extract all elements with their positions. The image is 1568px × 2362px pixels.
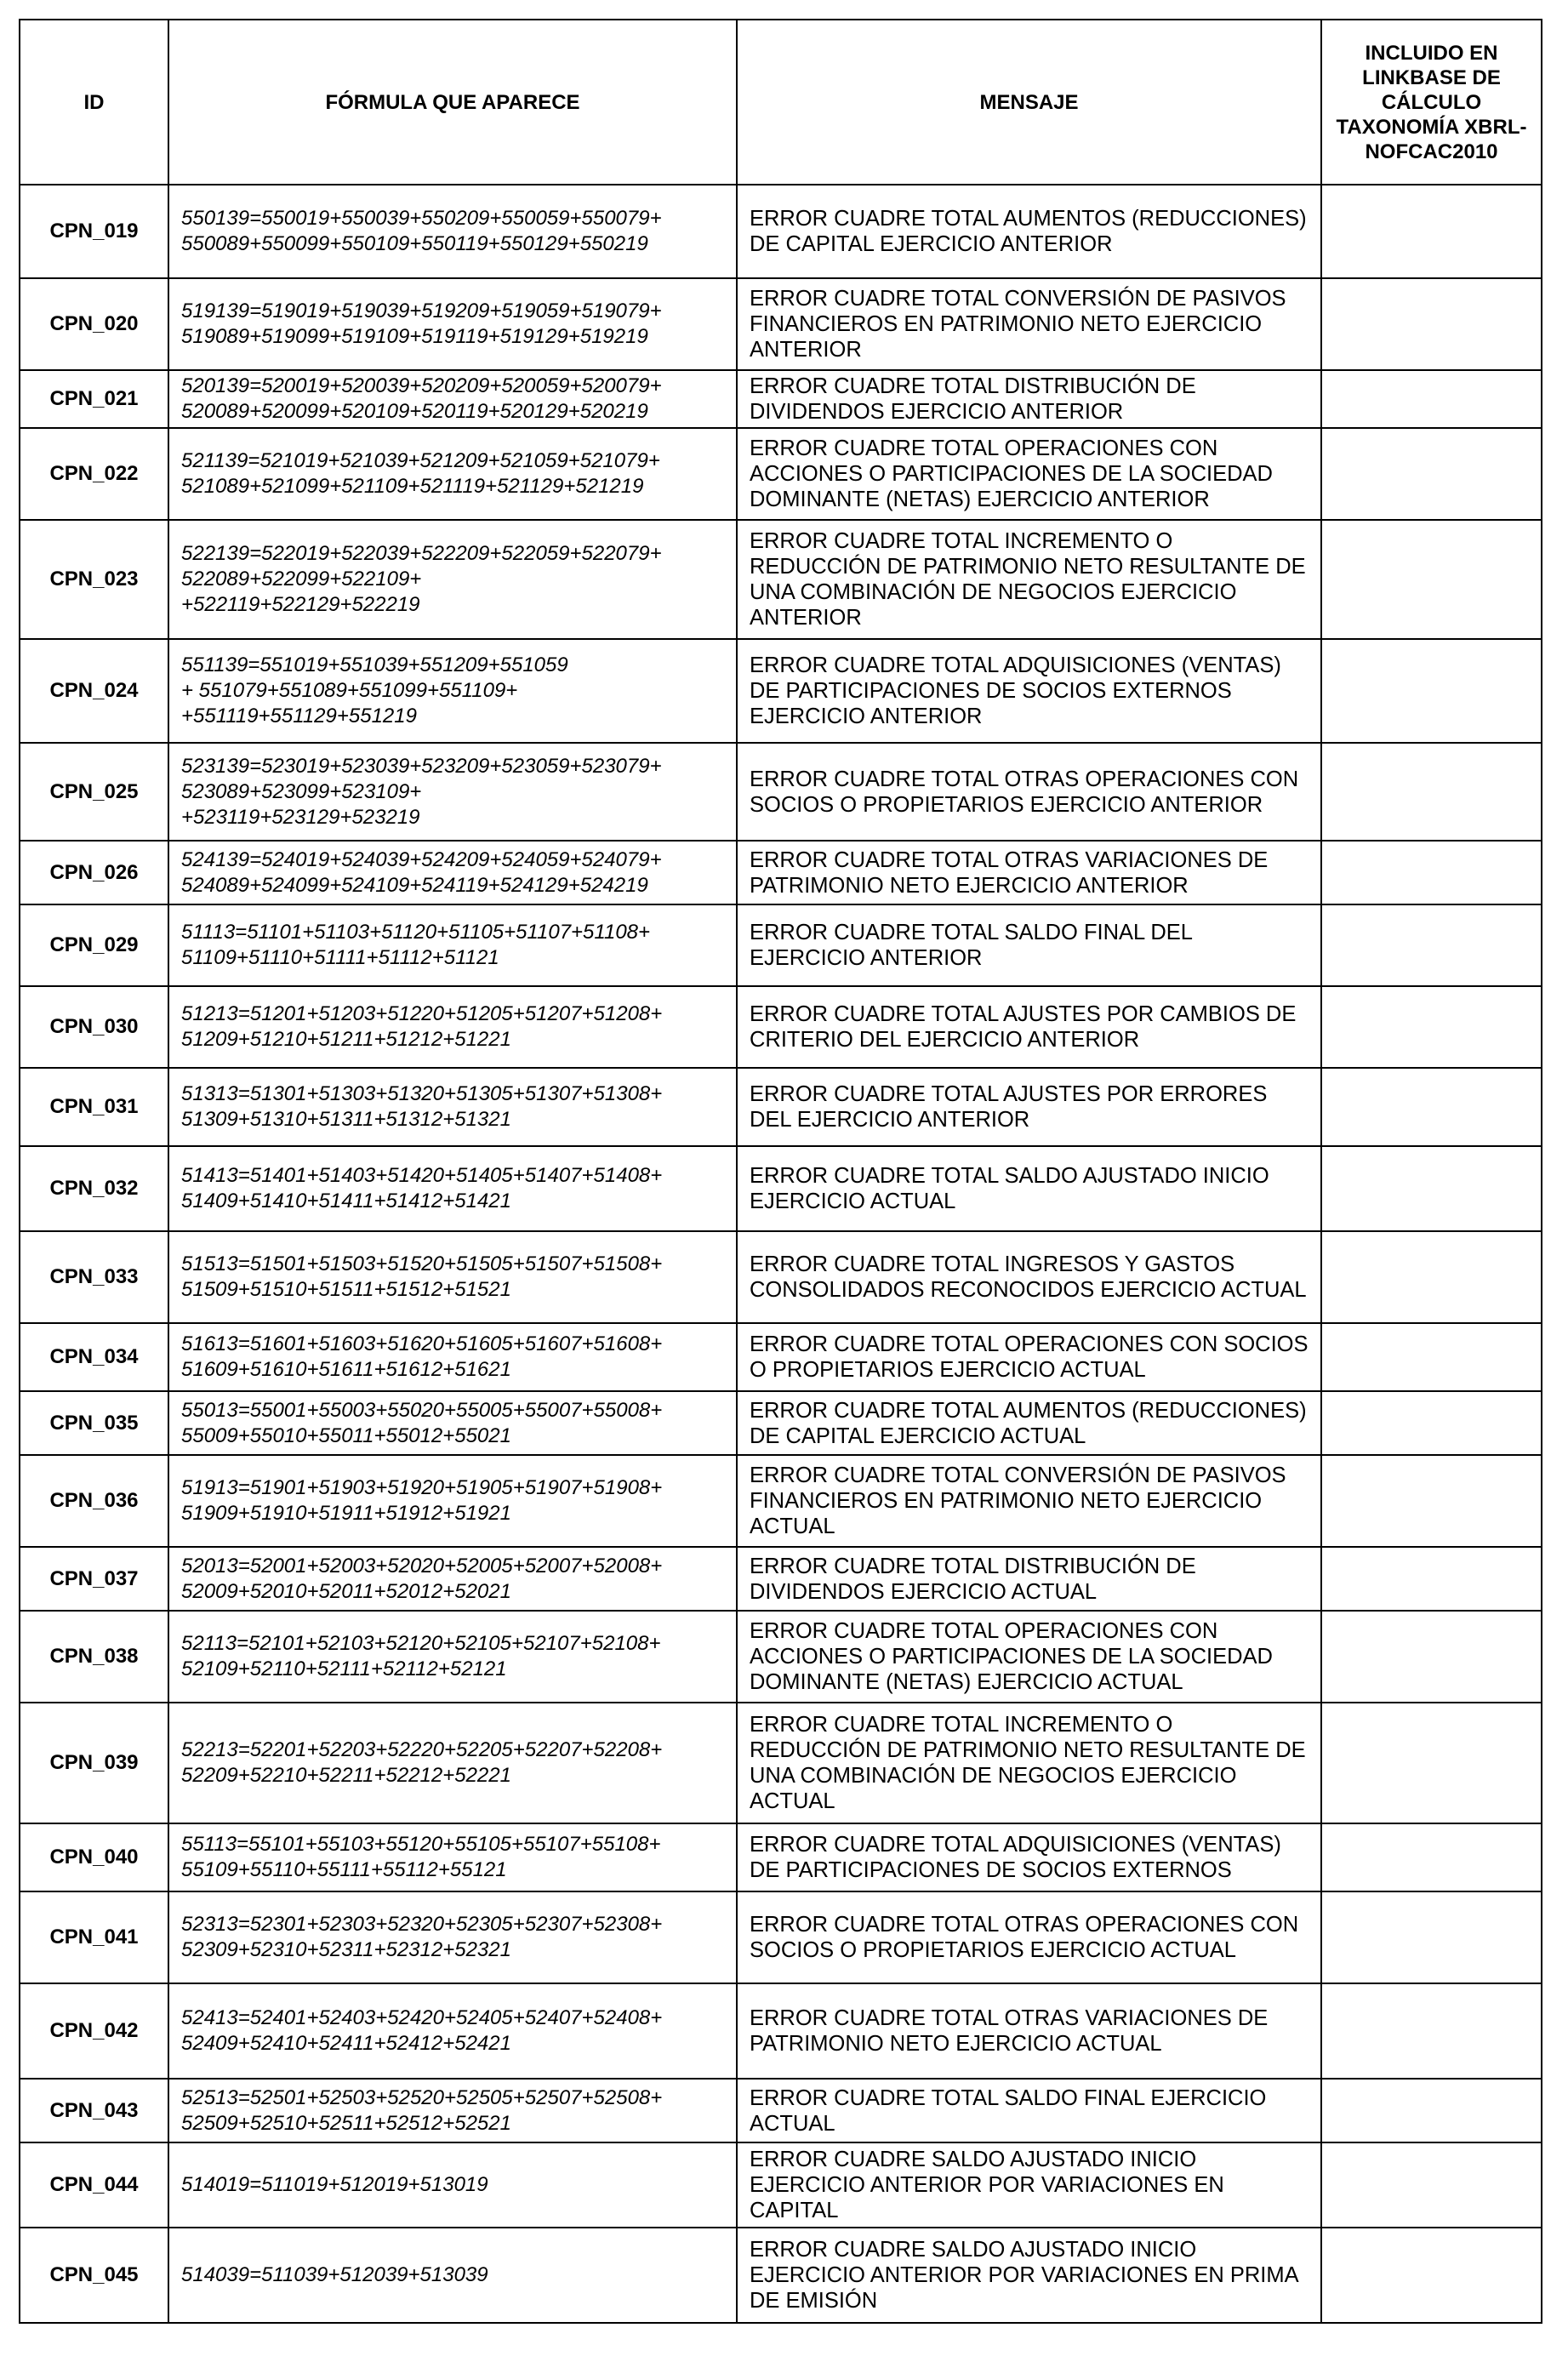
table-row <box>20 1146 1542 1231</box>
table-row <box>20 1611 1542 1703</box>
table-row <box>20 1068 1542 1146</box>
row-message: ERROR CUADRE TOTAL AJUSTES POR ERRORES DEL EJERCICIO ANTERIOR <box>737 1068 1321 1146</box>
row-included <box>1321 1146 1542 1231</box>
row-included <box>1321 841 1542 904</box>
formula-line: 51213=51201+51203+51220+51205+51207+51208+ <box>181 1002 663 1025</box>
row-id: CPN_022 <box>20 428 168 520</box>
formula-line: 52013=52001+52003+52020+52005+52007+52008+ <box>181 1554 663 1578</box>
row-included <box>1321 1391 1542 1455</box>
formula-line: 520089+520099+520109+520119+520129+520219 <box>181 400 648 423</box>
row-message: ERROR CUADRE TOTAL AJUSTES POR CAMBIOS DE CRITERIO DEL EJERCICIO ANTERIOR <box>737 986 1321 1068</box>
row-id: CPN_045 <box>20 2228 168 2323</box>
row-message: ERROR CUADRE TOTAL SALDO FINAL EJERCICIO ACTUAL <box>737 2079 1321 2142</box>
row-formula <box>168 1323 737 1391</box>
row-id: CPN_037 <box>20 1547 168 1611</box>
row-included <box>1321 904 1542 986</box>
formula-line: 52413=52401+52403+52420+52405+52407+52408+ <box>181 2006 663 2029</box>
row-included <box>1321 520 1542 639</box>
row-id: CPN_031 <box>20 1068 168 1146</box>
row-included <box>1321 1323 1542 1391</box>
formula-line: 520139=520019+520039+520209+520059+520079+ <box>181 374 662 397</box>
row-formula <box>168 986 737 1068</box>
formula-line: 51413=51401+51403+51420+51405+51407+51408+ <box>181 1164 663 1187</box>
row-formula <box>168 185 737 278</box>
table-row <box>20 185 1542 278</box>
row-included <box>1321 428 1542 520</box>
row-formula <box>168 370 737 428</box>
row-id: CPN_023 <box>20 520 168 639</box>
table-row <box>20 2142 1542 2228</box>
formula-line: 51909+51910+51911+51912+51921 <box>181 1502 511 1525</box>
table-row <box>20 1323 1542 1391</box>
formula-line: 51109+51110+51111+51112+51121 <box>181 946 499 969</box>
table-row <box>20 986 1542 1068</box>
row-formula <box>168 639 737 743</box>
table-row <box>20 1823 1542 1891</box>
row-formula <box>168 1547 737 1611</box>
row-message: ERROR CUADRE TOTAL AUMENTOS (REDUCCIONES) DE CAPITAL EJERCICIO ANTERIOR <box>737 185 1321 278</box>
formula-line: 51913=51901+51903+51920+51905+51907+51908+ <box>181 1476 663 1499</box>
row-message: ERROR CUADRE TOTAL CONVERSIÓN DE PASIVOS FINANCIEROS EN PATRIMONIO NETO EJERCICIO ACTUAL <box>737 1455 1321 1547</box>
row-formula <box>168 520 737 639</box>
row-message: ERROR CUADRE TOTAL OPERACIONES CON SOCIOS O PROPIETARIOS EJERCICIO ACTUAL <box>737 1323 1321 1391</box>
row-id: CPN_035 <box>20 1391 168 1455</box>
formula-line: 55013=55001+55003+55020+55005+55007+55008+ <box>181 1398 663 1422</box>
row-included <box>1321 1891 1542 1983</box>
table-row <box>20 1391 1542 1455</box>
row-id: CPN_032 <box>20 1146 168 1231</box>
row-message: ERROR CUADRE TOTAL DISTRIBUCIÓN DE DIVIDENDOS EJERCICIO ANTERIOR <box>737 370 1321 428</box>
table-row <box>20 639 1542 743</box>
formula-line: 52213=52201+52203+52220+52205+52207+52208+ <box>181 1738 663 1761</box>
row-included <box>1321 1703 1542 1823</box>
row-included <box>1321 2228 1542 2323</box>
formula-line: 514039=511039+512039+513039 <box>181 2263 488 2286</box>
formula-line: 524089+524099+524109+524119+524129+524219 <box>181 873 648 897</box>
formula-line: 521139=521019+521039+521209+521059+521079+ <box>181 449 660 472</box>
row-included <box>1321 1983 1542 2079</box>
header-id: ID <box>20 20 168 185</box>
row-formula <box>168 428 737 520</box>
table-row <box>20 1703 1542 1823</box>
row-id: CPN_042 <box>20 1983 168 2079</box>
row-message: ERROR CUADRE SALDO AJUSTADO INICIO EJERCICIO ANTERIOR POR VARIACIONES EN CAPITAL <box>737 2142 1321 2228</box>
row-included <box>1321 986 1542 1068</box>
row-included <box>1321 1823 1542 1891</box>
formula-line: 55113=55101+55103+55120+55105+55107+55108+ <box>181 1833 661 1856</box>
table-row <box>20 1891 1542 1983</box>
table-row <box>20 278 1542 370</box>
row-message: ERROR CUADRE TOTAL INGRESOS Y GASTOS CONSOLIDADOS RECONOCIDOS EJERCICIO ACTUAL <box>737 1231 1321 1323</box>
row-included <box>1321 639 1542 743</box>
row-formula <box>168 743 737 841</box>
formula-line: 519139=519019+519039+519209+519059+519079+ <box>181 300 662 322</box>
formula-line: 52513=52501+52503+52520+52505+52507+52508+ <box>181 2085 663 2109</box>
row-formula <box>168 1146 737 1231</box>
header-row <box>20 20 1542 185</box>
formula-line: 519089+519099+519109+519119+519129+519219 <box>181 325 648 348</box>
row-formula <box>168 1231 737 1323</box>
row-formula <box>168 1068 737 1146</box>
row-id: CPN_038 <box>20 1611 168 1703</box>
formula-line: 550089+550099+550109+550119+550129+550219 <box>181 232 648 255</box>
formula-line: + 551079+551089+551099+551109+ <box>181 679 518 702</box>
formula-line: 55109+55110+55111+55112+55121 <box>181 1858 507 1881</box>
formula-line: 51209+51210+51211+51212+51221 <box>181 1028 511 1051</box>
formula-line: 52313=52301+52303+52320+52305+52307+52308+ <box>181 1913 663 1936</box>
table-row <box>20 370 1542 428</box>
table-row <box>20 428 1542 520</box>
row-id: CPN_026 <box>20 841 168 904</box>
formula-line: 52109+52110+52111+52112+52121 <box>181 1657 507 1680</box>
table-row <box>20 1983 1542 2079</box>
table-row <box>20 1455 1542 1547</box>
row-id: CPN_036 <box>20 1455 168 1547</box>
row-included <box>1321 1455 1542 1547</box>
table-row <box>20 904 1542 986</box>
row-message: ERROR CUADRE TOTAL OTRAS VARIACIONES DE PATRIMONIO NETO EJERCICIO ACTUAL <box>737 1983 1321 2079</box>
row-message: ERROR CUADRE TOTAL ADQUISICIONES (VENTAS) DE PARTICIPACIONES DE SOCIOS EXTERNOS EJERCICIO ANTERIOR <box>737 639 1321 743</box>
row-id: CPN_034 <box>20 1323 168 1391</box>
row-id: CPN_041 <box>20 1891 168 1983</box>
formula-line: 52309+52310+52311+52312+52321 <box>181 1938 511 1961</box>
formula-line: 522089+522099+522109+ <box>181 568 422 590</box>
formula-line: 51409+51410+51411+51412+51421 <box>181 1190 511 1212</box>
formula-line: 521089+521099+521109+521119+521129+521219 <box>181 475 644 498</box>
table-row <box>20 520 1542 639</box>
row-message: ERROR CUADRE SALDO AJUSTADO INICIO EJERCICIO ANTERIOR POR VARIACIONES EN PRIMA DE EMISIÓN <box>737 2228 1321 2323</box>
row-included <box>1321 743 1542 841</box>
row-included <box>1321 1231 1542 1323</box>
row-message: ERROR CUADRE TOTAL OTRAS VARIACIONES DE PATRIMONIO NETO EJERCICIO ANTERIOR <box>737 841 1321 904</box>
row-message: ERROR CUADRE TOTAL OPERACIONES CON ACCIONES O PARTICIPACIONES DE LA SOCIEDAD DOMINANTE (NETAS) EJERCICIO ACTUAL <box>737 1611 1321 1703</box>
row-message: ERROR CUADRE TOTAL SALDO AJUSTADO INICIO EJERCICIO ACTUAL <box>737 1146 1321 1231</box>
formula-line: 551139=551019+551039+551209+551059 <box>181 653 568 676</box>
row-id: CPN_030 <box>20 986 168 1068</box>
row-id: CPN_025 <box>20 743 168 841</box>
row-formula <box>168 1823 737 1891</box>
row-formula <box>168 2142 737 2228</box>
formula-line: 51609+51610+51611+51612+51621 <box>181 1358 511 1381</box>
row-id: CPN_019 <box>20 185 168 278</box>
row-included <box>1321 1547 1542 1611</box>
formula-line: 52209+52210+52211+52212+52221 <box>181 1764 511 1787</box>
table-row <box>20 1231 1542 1323</box>
formula-line: 51513=51501+51503+51520+51505+51507+51508+ <box>181 1252 663 1275</box>
row-message: ERROR CUADRE TOTAL INCREMENTO O REDUCCIÓN DE PATRIMONIO NETO RESULTANTE DE UNA COMBINACIÓN DE NEGOCIOS EJERCICIO ACTUAL <box>737 1703 1321 1823</box>
row-formula <box>168 2228 737 2323</box>
row-message: ERROR CUADRE TOTAL OPERACIONES CON ACCIONES O PARTICIPACIONES DE LA SOCIEDAD DOMINANTE (NETAS) EJERCICIO ANTERIOR <box>737 428 1321 520</box>
row-id: CPN_044 <box>20 2142 168 2228</box>
row-message: ERROR CUADRE TOTAL SALDO FINAL DEL EJERCICIO ANTERIOR <box>737 904 1321 986</box>
row-id: CPN_043 <box>20 2079 168 2142</box>
table-row <box>20 2079 1542 2142</box>
formula-line: 550139=550019+550039+550209+550059+550079+ <box>181 207 662 230</box>
row-formula <box>168 1983 737 2079</box>
row-formula <box>168 2079 737 2142</box>
header-formula: FÓRMULA QUE APARECE <box>168 20 737 185</box>
row-formula <box>168 278 737 370</box>
formula-line: 524139=524019+524039+524209+524059+524079+ <box>181 847 662 871</box>
row-message: ERROR CUADRE TOTAL AUMENTOS (REDUCCIONES) DE CAPITAL EJERCICIO ACTUAL <box>737 1391 1321 1455</box>
table-body <box>20 185 1542 2323</box>
formula-line: 52509+52510+52511+52512+52521 <box>181 2111 511 2135</box>
formula-line: 523139=523019+523039+523209+523059+523079+ <box>181 754 662 778</box>
row-formula <box>168 904 737 986</box>
row-included <box>1321 185 1542 278</box>
row-message: ERROR CUADRE TOTAL INCREMENTO O REDUCCIÓN DE PATRIMONIO NETO RESULTANTE DE UNA COMBINACIÓN DE NEGOCIOS EJERCICIO ANTERIOR <box>737 520 1321 639</box>
formula-line: 51613=51601+51603+51620+51605+51607+51608+ <box>181 1332 663 1355</box>
formula-line: 522139=522019+522039+522209+522059+522079+ <box>181 542 662 565</box>
row-formula <box>168 1391 737 1455</box>
row-included <box>1321 1611 1542 1703</box>
header-included: INCLUIDO EN LINKBASE DE CÁLCULO TAXONOMÍA XBRL-NOFCAC2010 <box>1321 20 1542 185</box>
row-id: CPN_024 <box>20 639 168 743</box>
row-message: ERROR CUADRE TOTAL OTRAS OPERACIONES CON SOCIOS O PROPIETARIOS EJERCICIO ANTERIOR <box>737 743 1321 841</box>
formula-line: 51113=51101+51103+51120+51105+51107+51108+ <box>181 921 651 944</box>
row-formula <box>168 1611 737 1703</box>
formula-line: 52009+52010+52011+52012+52021 <box>181 1579 511 1603</box>
formula-line: 52113=52101+52103+52120+52105+52107+52108+ <box>181 1632 661 1655</box>
formula-line: 514019=511019+512019+513019 <box>181 2173 488 2196</box>
formula-line: +522119+522129+522219 <box>181 593 420 616</box>
row-message: ERROR CUADRE TOTAL OTRAS OPERACIONES CON SOCIOS O PROPIETARIOS EJERCICIO ACTUAL <box>737 1891 1321 1983</box>
formula-line: 523089+523099+523109+ <box>181 779 422 803</box>
formula-line: 52409+52410+52411+52412+52421 <box>181 2032 511 2055</box>
row-included <box>1321 2079 1542 2142</box>
row-message: ERROR CUADRE TOTAL ADQUISICIONES (VENTAS) DE PARTICIPACIONES DE SOCIOS EXTERNOS <box>737 1823 1321 1891</box>
formula-line: 51313=51301+51303+51320+51305+51307+51308+ <box>181 1082 663 1105</box>
table-row <box>20 2228 1542 2323</box>
header-message: MENSAJE <box>737 20 1321 185</box>
row-formula <box>168 1703 737 1823</box>
formula-line: 51309+51310+51311+51312+51321 <box>181 1108 511 1131</box>
row-message: ERROR CUADRE TOTAL DISTRIBUCIÓN DE DIVIDENDOS EJERCICIO ACTUAL <box>737 1547 1321 1611</box>
row-id: CPN_020 <box>20 278 168 370</box>
row-included <box>1321 1068 1542 1146</box>
row-id: CPN_033 <box>20 1231 168 1323</box>
table-row <box>20 743 1542 841</box>
row-included <box>1321 2142 1542 2228</box>
row-id: CPN_021 <box>20 370 168 428</box>
row-included <box>1321 278 1542 370</box>
formula-table <box>19 19 1542 2324</box>
formula-line: 51509+51510+51511+51512+51521 <box>181 1278 511 1301</box>
formula-line: +523119+523129+523219 <box>181 805 420 829</box>
row-formula <box>168 841 737 904</box>
formula-line: 55009+55010+55011+55012+55021 <box>181 1423 511 1447</box>
row-formula <box>168 1455 737 1547</box>
row-id: CPN_039 <box>20 1703 168 1823</box>
row-message: ERROR CUADRE TOTAL CONVERSIÓN DE PASIVOS FINANCIEROS EN PATRIMONIO NETO EJERCICIO ANTERIOR <box>737 278 1321 370</box>
row-formula <box>168 1891 737 1983</box>
row-id: CPN_029 <box>20 904 168 986</box>
table-row <box>20 841 1542 904</box>
row-id: CPN_040 <box>20 1823 168 1891</box>
formula-line: +551119+551129+551219 <box>181 705 417 727</box>
table-row <box>20 1547 1542 1611</box>
row-included <box>1321 370 1542 428</box>
